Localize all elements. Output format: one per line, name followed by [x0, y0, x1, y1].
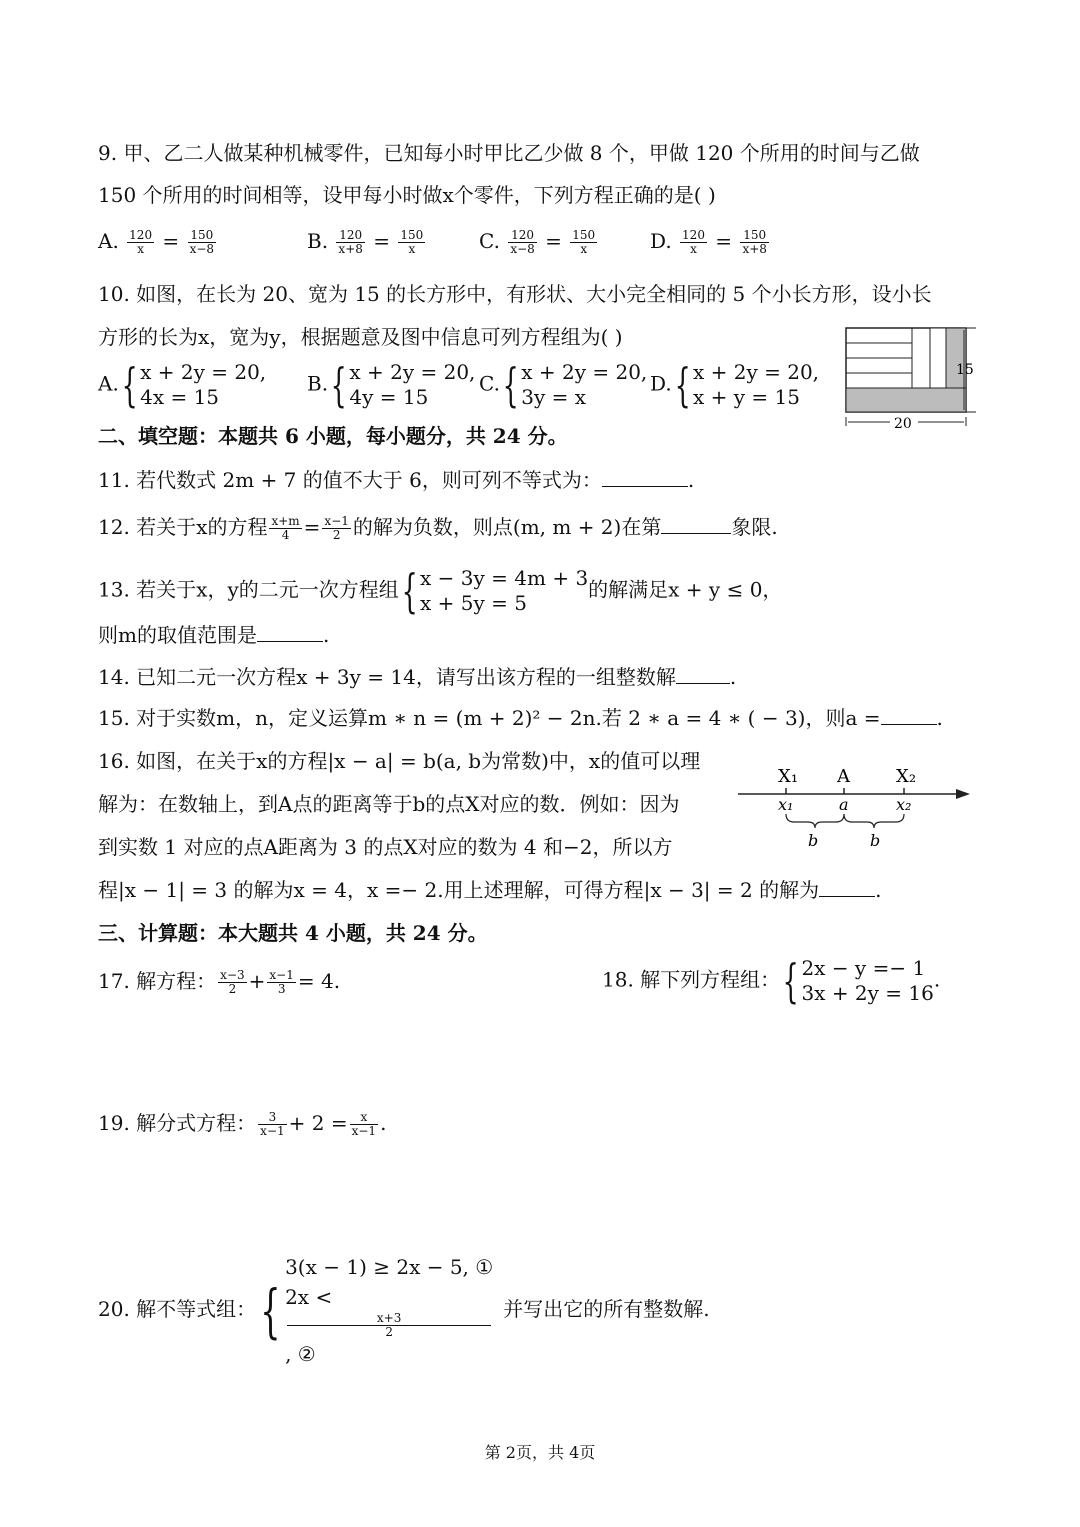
- inequality-system: 3(x − 1) ≥ 2x − 5, ① 2x < x+3 2 , ②: [285, 1255, 494, 1366]
- fraction: $\frac{150}{x-8}$: [189, 228, 215, 256]
- q19: 19. 解分式方程： $\frac{3}{x-1}$ + 2 = $\frac{x}{x-1}$ .: [98, 1110, 387, 1138]
- fraction: $\frac{x-1}{2}$: [324, 514, 349, 542]
- q9-line1: 9. 甲、乙二人做某种机械零件，已知每小时甲比乙少做 8 个，甲做 120 个所用的时间与乙做: [98, 141, 920, 165]
- q20: 20. 解不等式组：{ 3(x − 1) ≥ 2x − 5, ① 2x < x+3 2 , ② 并写出它的所有整数解.: [98, 1252, 710, 1369]
- equation-system: x + 2y = 20, 4x = 15: [140, 360, 267, 409]
- number-line-figure: [734, 760, 974, 856]
- q15-answer-blank[interactable]: [881, 704, 937, 725]
- option-label: A.: [98, 371, 119, 396]
- fraction: $\frac{120}{x}$: [129, 228, 153, 256]
- point-X1-label: X₁: [778, 766, 799, 787]
- q10-option-b[interactable]: [307, 360, 475, 410]
- q12-post: 的解为负数，则点(m, m + 2)在第: [352, 515, 662, 539]
- fraction: $\frac{150}{x+8}$: [742, 228, 767, 256]
- q11-answer-blank[interactable]: [602, 466, 688, 487]
- q9-option-a[interactable]: A. $\frac{120}{x}$ = $\frac{150}{x-8}$: [98, 228, 215, 256]
- equation-system: x + 2y = 20, x + y = 15: [692, 360, 820, 409]
- q13-answer-blank[interactable]: [257, 621, 323, 642]
- q12: 12. 若关于x的方程 $\frac{x+m}{4}$ = $\frac{x-1}{2}$ 的解为负数，则点(m, m + 2)在第 象限.: [98, 514, 778, 542]
- page-footer: 第 2页，共 4页: [484, 1443, 596, 1462]
- arrow-head: [956, 789, 970, 799]
- option-label: C.: [479, 229, 500, 253]
- brace: {: [330, 358, 347, 412]
- fraction: $\frac{120}{x}$: [682, 228, 705, 256]
- point-X2-label: X₂: [896, 766, 917, 787]
- fraction: $\frac{x+m}{4}$: [271, 514, 300, 542]
- q10-line2: 方形的长为x，宽为y，根据题意及图中信息可列方程组为( ): [98, 325, 623, 349]
- brace: {: [121, 358, 138, 412]
- rectangle-figure: [840, 322, 990, 434]
- right-brace: [844, 814, 904, 828]
- brace: {: [674, 358, 691, 412]
- equation-system: x + 2y = 20, 3y = x: [521, 360, 648, 409]
- q10-option-a[interactable]: [98, 360, 266, 410]
- shaded-strip-right: [946, 328, 966, 388]
- section3-heading: 三、计算题：本大题共 4 小题，共 24 分。: [98, 921, 488, 945]
- option-label: B.: [307, 371, 329, 396]
- q18: 18. 解下列方程组：{ 2x − y =− 1 3x + 2y = 16 .: [602, 954, 941, 1008]
- point-A-label: A: [837, 766, 850, 787]
- q11: [98, 465, 694, 495]
- q10-option-c[interactable]: [479, 360, 647, 410]
- height-label: 15: [956, 362, 974, 378]
- distance-b-left: b: [808, 831, 819, 850]
- fraction: $\frac{120}{x+8}$: [338, 228, 363, 256]
- option-label: C.: [479, 371, 500, 396]
- brace: {: [401, 564, 418, 618]
- option-label: D.: [650, 371, 672, 396]
- q12-pre: 12. 若关于x的方程: [98, 515, 268, 539]
- q14: 14. 已知二元一次方程x + 3y = 14，请写出该方程的一组整数解 .: [98, 665, 737, 689]
- section2-heading: 二、填空题：本题共 6 小题，每小题分，共 24 分。: [98, 424, 568, 448]
- fraction: $\frac{x-3}{2}$: [220, 968, 245, 996]
- q12-answer-blank[interactable]: [661, 513, 731, 534]
- option-label: B.: [307, 229, 329, 253]
- q13: [98, 566, 782, 616]
- fraction: $\frac{150}{x}$: [400, 228, 424, 256]
- brace: {: [782, 954, 799, 1008]
- point-a-value: a: [839, 795, 849, 814]
- equation-system: x − 3y = 4m + 3 x + 5y = 5: [420, 566, 589, 615]
- distance-b-right: b: [870, 831, 881, 850]
- point-x2-value: x₂: [896, 795, 912, 814]
- fraction: $\frac{x-1}{3}$: [269, 968, 294, 996]
- brace: {: [260, 1276, 281, 1345]
- option-label: A.: [98, 229, 119, 253]
- fraction: $\frac{3}{x-1}$: [260, 1110, 285, 1138]
- q10-option-d[interactable]: [650, 360, 819, 410]
- q16-line3: 到实数 1 对应的点A距离为 3 的点X对应的数为 4 和−2，所以方: [98, 835, 673, 859]
- brace: {: [502, 358, 519, 412]
- left-brace: [786, 814, 844, 828]
- fraction: $\frac{150}{x}$: [572, 228, 596, 256]
- fraction: $\frac{120}{x-8}$: [510, 228, 535, 256]
- equation-system: 2x − y =− 1 3x + 2y = 16: [801, 956, 934, 1005]
- option-label: D.: [650, 229, 672, 253]
- fraction: $\frac{x}{x-1}$: [351, 1110, 377, 1138]
- q13-line2: 则m的取值范围是 .: [98, 623, 330, 647]
- q16-answer-blank[interactable]: [819, 876, 875, 897]
- q16-line2: 解为：在数轴上，到A点的距离等于b的点X对应的数．例如：因为: [98, 792, 680, 816]
- q9-option-d[interactable]: D. $\frac{120}{x}$ = $\frac{150}{x+8}$: [650, 228, 767, 256]
- q9-line2: 150 个所用的时间相等，设甲每小时做x个零件，下列方程正确的是( ): [98, 183, 716, 207]
- q17: 17. 解方程： $\frac{x-3}{2}$ + $\frac{x-1}{3}$ = 4.: [98, 968, 341, 996]
- q11-end: .: [687, 468, 695, 492]
- q9-option-b[interactable]: B. $\frac{120}{x+8}$ = $\frac{150}{x}$: [307, 228, 424, 256]
- q10-line1: 10. 如图，在长为 20、宽为 15 的长方形中，有形状、大小完全相同的 5 个小长方形，设小长: [98, 282, 932, 306]
- q11-text: 11. 若代数式 2m + 7 的值不大于 6，则可列不等式为：: [98, 468, 602, 492]
- point-x1-value: x₁: [778, 795, 794, 814]
- q9-option-c[interactable]: C. $\frac{120}{x-8}$ = $\frac{150}{x}$: [479, 228, 596, 256]
- q16-line1: 16. 如图，在关于x的方程|x − a| = b(a, b为常数)中，x的值可以理: [98, 749, 701, 773]
- q16-line4: 程|x − 1| = 3 的解为x = 4，x =− 2.用上述理解，可得方程|x − 3| = 2 的解为 .: [98, 878, 882, 902]
- q15: 15. 对于实数m，n，定义运算m ∗ n = (m + 2)² − 2n.若 2 ∗ a = 4 ∗ ( − 3)，则a = .: [98, 706, 943, 730]
- width-label: 20: [894, 416, 912, 432]
- q13-post: 的解满足x + y ≤ 0，: [588, 577, 783, 602]
- q13-pre: 13. 若关于x，y的二元一次方程组: [98, 577, 399, 602]
- shaded-strip-bottom: [846, 388, 966, 412]
- q14-answer-blank[interactable]: [676, 663, 730, 684]
- equation-system: x + 2y = 20, 4y = 15: [349, 360, 476, 409]
